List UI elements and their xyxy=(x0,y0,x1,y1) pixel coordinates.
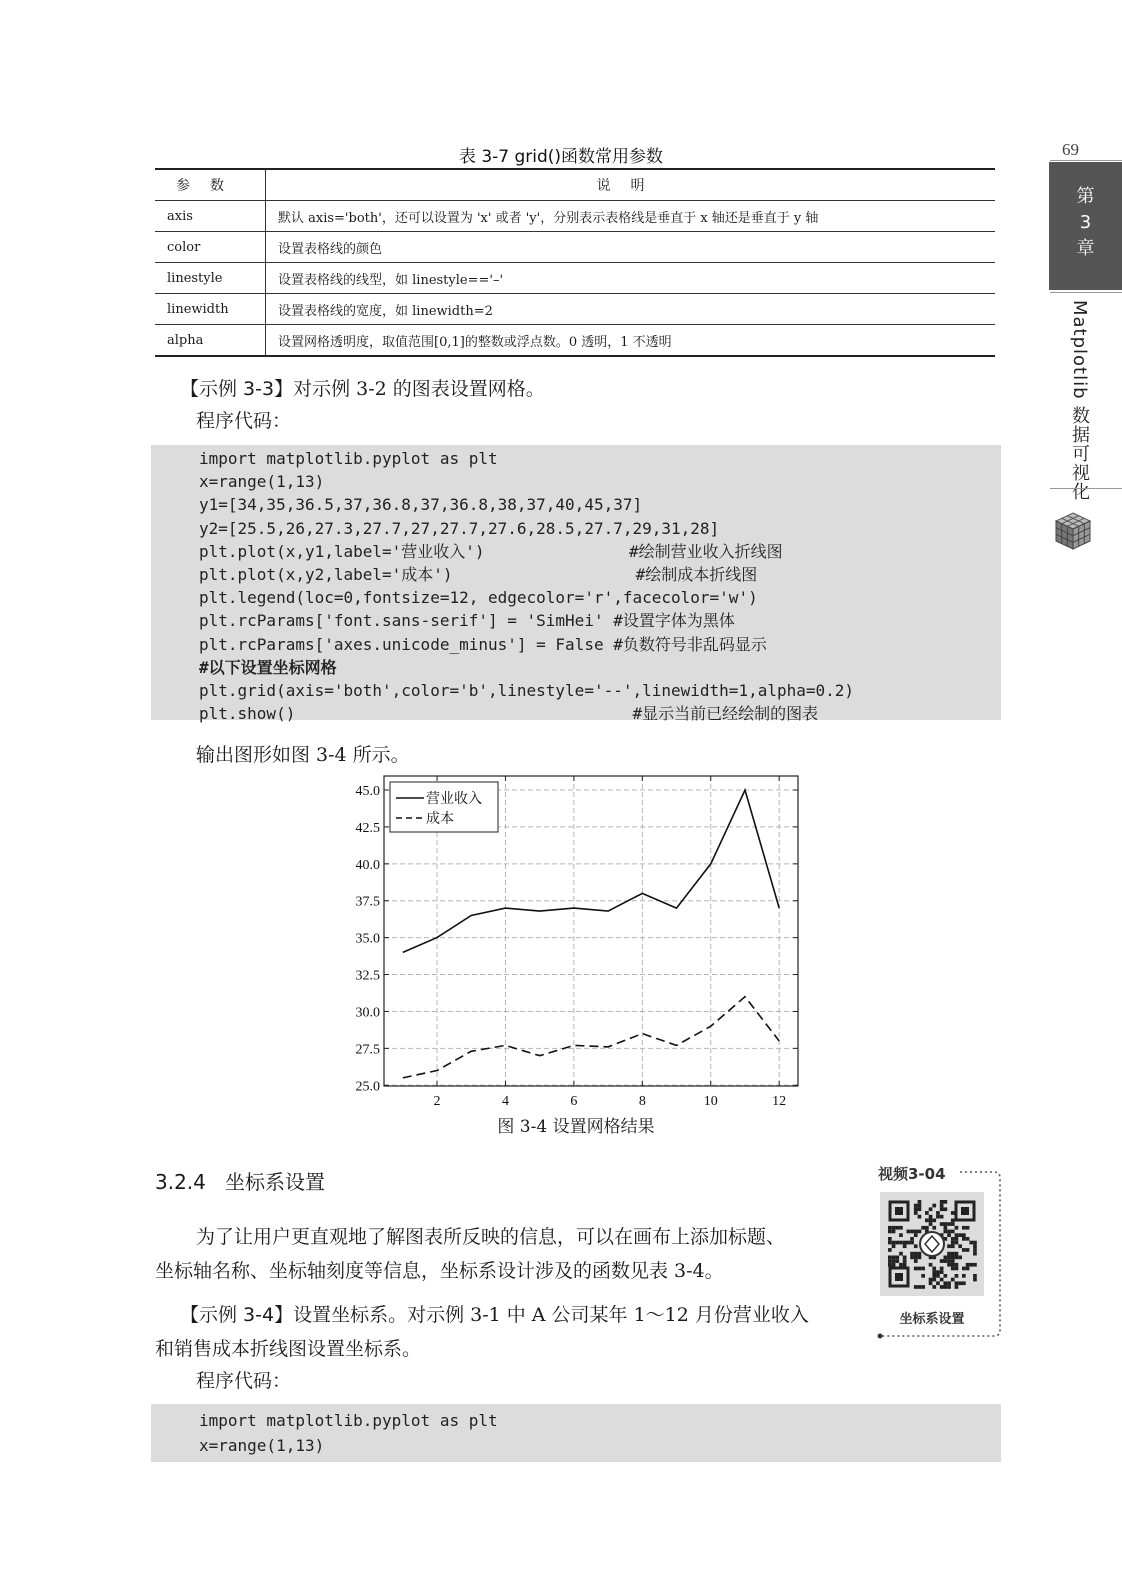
paragraph-line: 坐标轴名称、坐标轴刻度等信息，坐标系设计涉及的函数见表 3-4。 xyxy=(155,1260,724,1282)
y-tick-label: 40.0 xyxy=(355,857,380,873)
y-tick-label: 37.5 xyxy=(355,894,380,910)
example-3-4 xyxy=(180,1300,809,1327)
divider xyxy=(1050,488,1122,489)
desc-cell: 设置网格透明度，取值范围[0,1]的整数或浮点数。0 透明，1 不透明 xyxy=(266,325,996,357)
legend xyxy=(390,782,498,832)
section-heading xyxy=(155,1166,325,1195)
x-tick-label: 4 xyxy=(501,1094,509,1109)
x-tick-label: 10 xyxy=(703,1094,718,1109)
example-text: 对示例 3-2 的图表设置网格。 xyxy=(293,378,545,400)
code-line: plt.legend(loc=0,fontsize=12, edgecolor='r',facecolor='w') xyxy=(199,588,758,608)
code-line: x=range(1,13) xyxy=(199,1436,325,1456)
line-chart xyxy=(340,770,810,1110)
y-tick-label: 35.0 xyxy=(355,931,380,947)
desc-cell: 设置表格线的线型，如 linestyle=='–' xyxy=(266,263,996,294)
y-tick-label: 30.0 xyxy=(355,1005,380,1021)
table-row xyxy=(155,201,995,232)
y-tick-label: 45.0 xyxy=(355,784,380,800)
output-text: 输出图形如图 3-4 所示。 xyxy=(196,744,410,766)
code-line: plt.rcParams['font.sans-serif'] = 'SimHei' #设置字体为黑体 xyxy=(199,611,735,631)
legend-label: 成本 xyxy=(426,811,454,827)
table-header-row xyxy=(155,169,995,201)
desc-cell: 默认 axis='both'，还可以设置为 'x' 或者 'y'，分别表示表格线是垂直于 x 轴还是垂直于 y 轴 xyxy=(266,201,996,232)
y-tick-label: 25.0 xyxy=(355,1079,380,1095)
series-line-cost xyxy=(403,997,779,1078)
table-row xyxy=(155,263,995,294)
param-cell: linestyle xyxy=(155,263,266,294)
divider xyxy=(1050,292,1122,293)
table-row xyxy=(155,325,995,357)
legend-label: 营业收入 xyxy=(426,791,482,807)
page-number: 69 xyxy=(1062,140,1079,159)
code-line: plt.grid(axis='both',color='b',linestyle='--',linewidth=1,alpha=0.2) xyxy=(199,681,855,701)
param-cell: linewidth xyxy=(155,294,266,325)
code-line: y1=[34,35,36.5,37,36.8,37,36.8,38,37,40,45,37] xyxy=(199,495,643,515)
y-tick-label: 42.5 xyxy=(355,820,380,836)
code-block xyxy=(151,445,1001,724)
code-line: plt.plot(x,y2,label='成本') #绘制成本折线图 xyxy=(199,565,758,585)
chapter-tab-char: 第 xyxy=(1076,186,1095,207)
param-cell: alpha xyxy=(155,325,266,357)
chapter-tab xyxy=(1049,162,1122,290)
rubik-cube-icon xyxy=(1054,511,1092,551)
code-block xyxy=(151,1404,1001,1462)
code-line: x=range(1,13) xyxy=(199,472,325,492)
desc-cell: 设置表格线的颜色 xyxy=(266,232,996,263)
code-label: 程序代码： xyxy=(196,1370,292,1392)
chapter-title: Matplotlib 数据可视化 xyxy=(1069,300,1090,502)
code-line: plt.rcParams['axes.unicode_minus'] = False #负数符号非乱码显示 xyxy=(199,634,767,654)
x-tick-label: 2 xyxy=(433,1094,441,1109)
figure-caption: 图 3-4 设置网格结果 xyxy=(497,1117,655,1137)
code-line: plt.show() #显示当前已经绘制的图表 xyxy=(199,704,819,724)
table-row xyxy=(155,232,995,263)
table-header: 参数 xyxy=(155,169,266,201)
y-tick-label: 27.5 xyxy=(355,1042,380,1058)
section-number: 3.2.4 xyxy=(155,1170,206,1194)
chapter-tab-char: 章 xyxy=(1076,238,1095,259)
param-table xyxy=(155,168,995,357)
code-label: 程序代码： xyxy=(196,410,292,432)
series-layer xyxy=(403,790,779,1078)
code-line: import matplotlib.pyplot as plt xyxy=(199,1411,498,1430)
table-caption: 表 3-7 grid()函数常用参数 xyxy=(458,147,664,167)
table-header: 说明 xyxy=(266,169,996,201)
code-line: plt.plot(x,y1,label='营业收入') #绘制营业收入折线图 xyxy=(199,541,783,561)
x-tick-label: 6 xyxy=(570,1094,578,1109)
chapter-tab-char: 3 xyxy=(1079,212,1092,233)
code-line: y2=[25.5,26,27.3,27.7,27,27.7,27.6,28.5,27.7,29,31,28] xyxy=(199,518,720,538)
table-row xyxy=(155,294,995,325)
code-line: import matplotlib.pyplot as plt xyxy=(199,449,498,468)
x-tick-label: 8 xyxy=(638,1094,646,1109)
example-3-3 xyxy=(180,374,545,401)
y-tick-label: 32.5 xyxy=(355,968,380,984)
section-title: 坐标系设置 xyxy=(224,1170,325,1194)
code-comment-line: #以下设置坐标网格 xyxy=(199,657,337,677)
example-label: 【示例 3-3】 xyxy=(180,378,294,400)
video-label: 视频3-04 xyxy=(878,1165,946,1183)
x-tick-label: 12 xyxy=(772,1094,787,1109)
desc-cell: 设置表格线的宽度，如 linewidth=2 xyxy=(266,294,996,325)
video-caption: 坐标系设置 xyxy=(899,1312,965,1327)
example-text: 设置坐标系。对示例 3-1 中 A 公司某年 1～12 月份营业收入 xyxy=(293,1304,809,1326)
qr-code-icon[interactable] xyxy=(880,1192,984,1296)
param-cell: color xyxy=(155,232,266,263)
example-label: 【示例 3-4】 xyxy=(180,1304,294,1326)
param-cell: axis xyxy=(155,201,266,232)
paragraph-line: 和销售成本折线图设置坐标系。 xyxy=(155,1338,422,1360)
paragraph-line: 为了让用户更直观地了解图表所反映的信息，可以在画布上添加标题、 xyxy=(196,1226,786,1248)
